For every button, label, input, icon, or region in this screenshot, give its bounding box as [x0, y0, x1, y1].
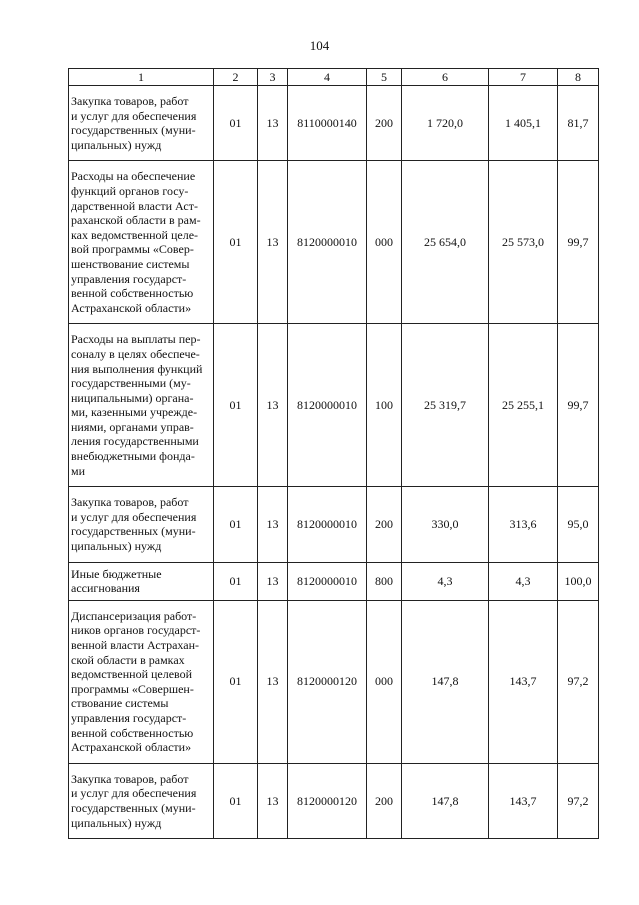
- column-header: 8: [558, 69, 599, 86]
- executed-amount: 25 255,1: [489, 324, 558, 487]
- executed-amount: 1 405,1: [489, 86, 558, 161]
- subsection-code: 13: [258, 161, 288, 324]
- description-line: государственных (муни-: [71, 800, 196, 815]
- subsection-code: 13: [258, 86, 288, 161]
- executed-amount: 25 573,0: [489, 161, 558, 324]
- description-line: Астраханской области»: [71, 740, 192, 755]
- description-line: ниципальными) органа-: [71, 390, 194, 405]
- description-line: ципальных) нужд: [71, 815, 162, 830]
- table-row: [69, 86, 599, 161]
- description-line: Иные бюджетные: [71, 566, 162, 581]
- target-article-code: 8110000140: [288, 86, 367, 161]
- column-header: 3: [258, 69, 288, 86]
- description-line: Закупка товаров, работ: [71, 495, 189, 510]
- column-header: 6: [402, 69, 489, 86]
- expense-type-code: 000: [367, 600, 402, 763]
- section-code: 01: [214, 600, 258, 763]
- description-line: ской области в рамках: [71, 652, 185, 667]
- row-description: [69, 86, 214, 161]
- target-article-code: 8120000010: [288, 161, 367, 324]
- description-line: Астраханской области»: [71, 300, 192, 315]
- expense-type-code: 200: [367, 763, 402, 838]
- row-description: [69, 487, 214, 562]
- description-line: ления государственными: [71, 434, 199, 449]
- section-code: 01: [214, 161, 258, 324]
- row-description: [69, 562, 214, 600]
- planned-amount: 330,0: [402, 487, 489, 562]
- execution-percent: 99,7: [558, 324, 599, 487]
- description-line: дарственной власти Аст-: [71, 198, 198, 213]
- planned-amount: 147,8: [402, 600, 489, 763]
- budget-table: [68, 68, 599, 839]
- row-description: [69, 600, 214, 763]
- subsection-code: 13: [258, 600, 288, 763]
- description-line: государственных (муни-: [71, 123, 196, 138]
- expense-type-code: 800: [367, 562, 402, 600]
- description-line: и услуг для обеспечения: [71, 108, 197, 123]
- description-line: программы «Совершен-: [71, 681, 194, 696]
- column-header: 7: [489, 69, 558, 86]
- target-article-code: 8120000010: [288, 562, 367, 600]
- target-article-code: 8120000010: [288, 487, 367, 562]
- planned-amount: 25 319,7: [402, 324, 489, 487]
- description-line: ципальных) нужд: [71, 539, 162, 554]
- table-row: [69, 324, 599, 487]
- description-line: Расходы на обеспечение: [71, 169, 196, 184]
- section-code: 01: [214, 487, 258, 562]
- description-line: Расходы на выплаты пер-: [71, 332, 201, 347]
- execution-percent: 100,0: [558, 562, 599, 600]
- subsection-code: 13: [258, 324, 288, 487]
- expense-type-code: 100: [367, 324, 402, 487]
- description-line: ках ведомственной целе-: [71, 227, 199, 242]
- description-line: ниями, органами управ-: [71, 419, 194, 434]
- description-line: вой программы «Совер-: [71, 242, 194, 257]
- execution-percent: 97,2: [558, 600, 599, 763]
- description-line: внебюджетными фонда-: [71, 449, 195, 464]
- row-description: [69, 763, 214, 838]
- table-row: [69, 487, 599, 562]
- planned-amount: 1 720,0: [402, 86, 489, 161]
- description-line: ствование системы: [71, 696, 169, 711]
- description-line: и услуг для обеспечения: [71, 786, 197, 801]
- description-line: шенствование системы: [71, 256, 190, 271]
- description-line: венной власти Астрахан-: [71, 638, 199, 652]
- execution-percent: 97,2: [558, 763, 599, 838]
- column-header: 2: [214, 69, 258, 86]
- table-row: [69, 161, 599, 324]
- description-line: венной собственностью: [71, 725, 194, 740]
- description-line: Диспансеризация работ-: [71, 608, 197, 623]
- section-code: 01: [214, 324, 258, 487]
- execution-percent: 95,0: [558, 487, 599, 562]
- subsection-code: 13: [258, 562, 288, 600]
- description-line: раханской области в рам-: [71, 213, 201, 228]
- column-header: 4: [288, 69, 367, 86]
- planned-amount: 147,8: [402, 763, 489, 838]
- section-code: 01: [214, 86, 258, 161]
- section-code: 01: [214, 763, 258, 838]
- executed-amount: 313,6: [489, 487, 558, 562]
- executed-amount: 4,3: [489, 562, 558, 600]
- description-line: ния выполнения функций: [71, 361, 203, 376]
- description-line: соналу в целях обеспече-: [71, 346, 200, 361]
- executed-amount: 143,7: [489, 600, 558, 763]
- row-description: [69, 324, 214, 487]
- table-row: [69, 562, 599, 600]
- row-description: [69, 161, 214, 324]
- execution-percent: 81,7: [558, 86, 599, 161]
- execution-percent: 99,7: [558, 161, 599, 324]
- executed-amount: 143,7: [489, 763, 558, 838]
- description-line: ведомственной целевой: [71, 667, 193, 682]
- target-article-code: 8120000120: [288, 763, 367, 838]
- subsection-code: 13: [258, 763, 288, 838]
- description-line: государственных (муни-: [71, 524, 196, 539]
- section-code: 01: [214, 562, 258, 600]
- description-line: управления государст-: [71, 710, 187, 725]
- description-line: ассигнования: [71, 581, 140, 596]
- description-line: управления государст-: [71, 271, 187, 286]
- header-row: [69, 69, 599, 86]
- table-body: [69, 86, 599, 839]
- page-number: 104: [309, 38, 330, 53]
- planned-amount: 25 654,0: [402, 161, 489, 324]
- description-line: ников органов государст-: [71, 623, 201, 638]
- planned-amount: 4,3: [402, 562, 489, 600]
- target-article-code: 8120000120: [288, 600, 367, 763]
- description-line: ми, казенными учрежде-: [71, 405, 198, 420]
- description-line: и услуг для обеспечения: [71, 509, 197, 524]
- description-line: Закупка товаров, работ: [71, 771, 189, 786]
- description-line: функций органов госу-: [71, 183, 189, 198]
- expense-type-code: 200: [367, 487, 402, 562]
- column-header: 1: [69, 69, 214, 86]
- column-header: 5: [367, 69, 402, 86]
- description-line: ми: [71, 463, 86, 478]
- expense-type-code: 200: [367, 86, 402, 161]
- subsection-code: 13: [258, 487, 288, 562]
- description-line: Закупка товаров, работ: [71, 94, 189, 108]
- description-line: венной собственностью: [71, 286, 194, 301]
- target-article-code: 8120000010: [288, 324, 367, 487]
- description-line: государственными (му-: [71, 376, 191, 391]
- table-row: [69, 763, 599, 838]
- description-line: ципальных) нужд: [71, 137, 162, 152]
- table-row: [69, 600, 599, 763]
- expense-type-code: 000: [367, 161, 402, 324]
